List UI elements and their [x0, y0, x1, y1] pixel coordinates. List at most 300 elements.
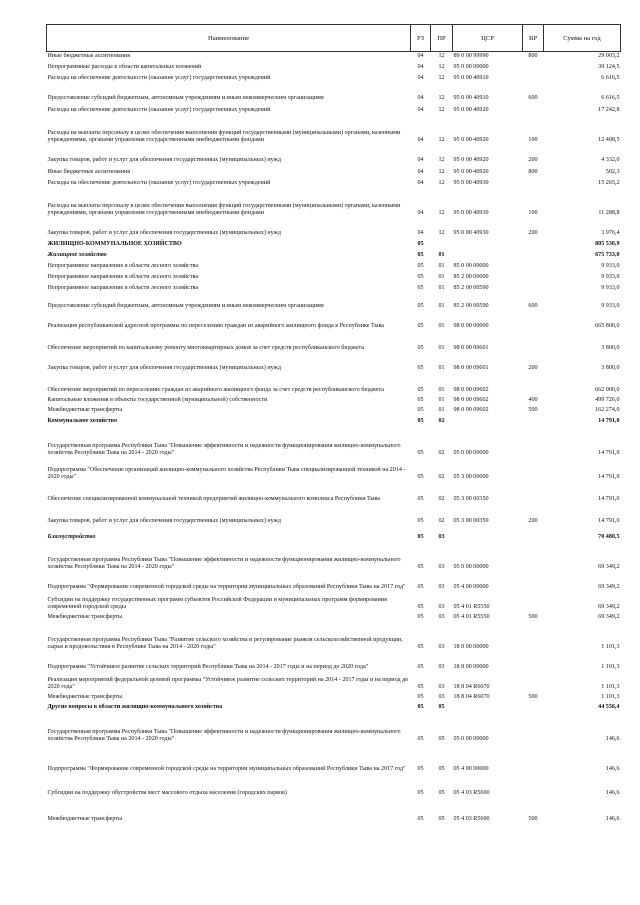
cell-vr — [523, 415, 544, 426]
cell-rz: 04 — [417, 137, 424, 144]
cell-rz: 05 — [417, 644, 424, 651]
cell-name: Закупка товаров, работ и услуг для обеспечения государственных (муниципальных) нужд — [47, 230, 281, 237]
cell-name: Предоставление субсидий бюджетным, автономным учреждениям и иным некоммерческим организациям — [47, 95, 324, 102]
cell-vr — [523, 282, 544, 293]
cell-pr: 01 — [438, 263, 445, 270]
cell-name: Закупка товаров, работ и услуг для обеспечения государственных (муниципальных) нужд — [47, 157, 281, 164]
cell-sum: 6 616,5 — [601, 75, 620, 82]
cell-pr: 01 — [438, 397, 445, 404]
cell-pr: 03 — [438, 644, 445, 651]
header-name: Наименование — [47, 25, 411, 52]
cell-pr: 01 — [438, 407, 445, 414]
cell-rz: 05 — [417, 263, 424, 270]
cell-pr: 12 — [438, 64, 445, 71]
cell-vr — [523, 177, 544, 188]
cell-csr — [453, 238, 523, 249]
cell-csr: 95 0 00 40930 — [453, 210, 489, 217]
table-row — [47, 526, 621, 542]
header-row — [47, 25, 621, 52]
cell-rz: 05 — [417, 564, 424, 571]
table-row — [47, 331, 621, 353]
cell-sum: 15 265,2 — [598, 180, 620, 187]
cell-vr — [523, 331, 544, 353]
table-row — [47, 83, 621, 103]
table-row — [47, 282, 621, 293]
cell-csr: 85 2 00 00000 — [453, 274, 489, 281]
cell-name: Другие вопросы в области жилищно-коммунального хозяйства — [47, 704, 223, 711]
cell-sum: 162 274,0 — [595, 407, 620, 414]
table-row — [47, 177, 621, 188]
cell-name: Государственная программа Республики Тыва "Повышение эффективности и надежности функционирования жилищно-коммунального хозяйства Республики Тыва на 2014 - 2020 годы" — [47, 728, 401, 743]
table-row — [47, 458, 621, 482]
cell-csr: 18 0 00 00000 — [453, 644, 489, 651]
cell-rz: 04 — [417, 95, 424, 102]
cell-csr: 05 3 00 00000 — [453, 474, 489, 481]
cell-pr: 01 — [438, 285, 445, 292]
cell-vr: 400 — [528, 397, 538, 404]
cell-sum: 70 480,5 — [598, 534, 620, 541]
table-row — [47, 692, 621, 702]
cell-pr: 01 — [438, 387, 445, 394]
table-row — [47, 774, 621, 798]
cell-name: Обеспечение мероприятий по капитальному ремонту многоквартирных домов за счет средств республиканского бюджета — [47, 345, 364, 352]
cell-csr: 95 0 00 40930 — [453, 230, 489, 237]
cell-sum: 14 791,0 — [598, 474, 620, 481]
table-row — [47, 702, 621, 712]
cell-pr: 05 — [438, 766, 445, 773]
cell-csr: 05 4 00 00000 — [453, 584, 489, 591]
cell-rz: 05 — [417, 766, 424, 773]
cell-vr — [523, 482, 544, 504]
cell-vr — [523, 72, 544, 83]
cell-rz: 05 — [417, 418, 424, 425]
cell-name: Закупка товаров, работ и услуг для обеспечения государственных (муниципальных) нужд — [47, 518, 281, 525]
cell-rz: 05 — [417, 816, 424, 823]
cell-csr: 18 8 04 R6070 — [453, 694, 490, 701]
cell-sum: 665 800,0 — [595, 323, 620, 330]
cell-csr: 95 0 00 40920 — [453, 107, 489, 114]
cell-sum: 499 726,0 — [595, 397, 620, 404]
cell-sum: 502,3 — [605, 169, 620, 176]
cell-pr: 03 — [438, 604, 445, 611]
cell-vr: 500 — [528, 816, 538, 823]
cell-csr: 98 0 00 09602 — [453, 407, 489, 414]
cell-csr: 89 0 00 99990 — [453, 53, 489, 60]
cell-sum: 12 408,5 — [598, 137, 620, 144]
table-row — [47, 652, 621, 672]
cell-rz: 04 — [417, 53, 424, 60]
cell-vr: 600 — [528, 303, 538, 310]
cell-name: Субсидии на поддержку обустройства мест массового отдыха населения (городских парков) — [47, 790, 287, 797]
cell-sum: 1 101,3 — [601, 684, 620, 691]
header-rz: РЗ — [411, 25, 431, 52]
cell-name: Непрограммное направление в области лесного хозяйства — [47, 263, 199, 270]
cell-sum: 9 933,0 — [601, 285, 620, 292]
cell-rz: 05 — [417, 274, 424, 281]
cell-csr — [453, 526, 523, 542]
table-row — [47, 311, 621, 331]
cell-rz: 05 — [417, 252, 424, 259]
cell-name: Предоставление субсидий бюджетным, автономным учреждениям и иным некоммерческим организациям — [47, 303, 324, 310]
cell-sum: 146,6 — [605, 766, 620, 773]
table-row — [47, 260, 621, 271]
cell-csr: 95 0 00 40910 — [453, 95, 489, 102]
cell-vr — [523, 622, 544, 652]
cell-name: Государственная программа Республики Тыва "Развитие сельского хозяйства и регулирование рынков сельскохозяйственной продукции, сырья и продовольствия в Республике Тыва на 2014 - 2020 годы" — [47, 636, 403, 651]
cell-csr: 05 0 00 00000 — [453, 450, 489, 457]
cell-csr: 95 0 00 40920 — [453, 157, 489, 164]
budget-page — [46, 24, 620, 824]
cell-rz: 05 — [417, 303, 424, 310]
cell-name: Межбюджетные трансферты — [47, 407, 123, 414]
cell-pr: 12 — [438, 169, 445, 176]
cell-csr: 05 0 00 00000 — [453, 564, 489, 571]
cell-vr — [523, 61, 544, 72]
cell-csr: 05 4 01 R5550 — [453, 614, 490, 621]
cell-rz: 04 — [417, 230, 424, 237]
cell-csr — [453, 415, 523, 426]
cell-vr — [523, 249, 544, 260]
cell-rz: 04 — [417, 169, 424, 176]
header-csr: ЦСР — [453, 25, 523, 52]
cell-sum: 69 349,2 — [598, 584, 620, 591]
cell-csr: 95 0 00 40910 — [453, 75, 489, 82]
cell-vr: 600 — [528, 95, 538, 102]
cell-name: Реализация мероприятий федеральной целевой программы "Устойчивое развитие сельских территорий на 2014 - 2017 годы и на период до 2020 года" — [47, 676, 409, 691]
cell-pr: 01 — [438, 365, 445, 372]
cell-rz: 05 — [417, 407, 424, 414]
cell-rz: 05 — [417, 664, 424, 671]
cell-sum: 14 791,0 — [598, 450, 620, 457]
cell-rz: 04 — [417, 210, 424, 217]
cell-name: Непрограммное направление в области лесного хозяйства — [47, 274, 199, 281]
cell-pr: 05 — [438, 790, 445, 797]
cell-name: Жилищное хозяйство — [47, 252, 107, 259]
cell-vr — [523, 260, 544, 271]
cell-csr: 05 4 00 00000 — [453, 766, 489, 773]
cell-csr: 95 0 00 40930 — [453, 180, 489, 187]
cell-rz: 05 — [417, 518, 424, 525]
cell-pr: 12 — [438, 53, 445, 60]
cell-pr: 03 — [438, 664, 445, 671]
cell-name: Подпрограмма "Формирование современной городской среды на территории муниципальных образований Республики Тыва на 2017 год" — [47, 584, 406, 591]
table-row — [47, 798, 621, 824]
cell-rz: 05 — [417, 496, 424, 503]
cell-vr — [523, 572, 544, 592]
cell-rz: 05 — [417, 345, 424, 352]
cell-rz: 05 — [417, 790, 424, 797]
cell-sum: 69 349,2 — [598, 604, 620, 611]
cell-vr: 100 — [528, 210, 538, 217]
table-header — [47, 25, 621, 52]
cell-rz: 05 — [417, 614, 424, 621]
cell-rz: 04 — [417, 180, 424, 187]
table-row — [47, 744, 621, 774]
table-row — [47, 72, 621, 83]
header-pr: ПР — [431, 25, 453, 52]
cell-pr — [431, 238, 453, 249]
cell-pr: 05 — [438, 704, 445, 711]
cell-sum: 14 791,0 — [598, 496, 620, 503]
cell-csr: 98 0 00 09602 — [453, 397, 489, 404]
table-row — [47, 542, 621, 572]
cell-pr: 03 — [438, 534, 445, 541]
table-row — [47, 145, 621, 165]
table-row — [47, 572, 621, 592]
cell-name: Расходы на обеспечение деятельности (оказание услуг) государственных учреждений — [47, 180, 271, 187]
cell-csr: 98 0 00 09601 — [453, 345, 489, 352]
cell-rz: 05 — [417, 450, 424, 457]
cell-csr: 98 0 00 09602 — [453, 387, 489, 394]
cell-pr: 02 — [438, 418, 445, 425]
cell-csr: 85 2 00 00590 — [453, 285, 489, 292]
cell-csr — [453, 702, 523, 712]
cell-vr: 100 — [528, 137, 538, 144]
cell-rz: 05 — [417, 241, 424, 248]
cell-sum: 69 349,2 — [598, 614, 620, 621]
cell-name: Расходы на обеспечение деятельности (оказание услуг) государственных учреждений — [47, 107, 271, 114]
cell-pr: 12 — [438, 107, 445, 114]
cell-vr — [523, 311, 544, 331]
cell-sum: 805 530,9 — [595, 241, 620, 248]
cell-pr: 12 — [438, 210, 445, 217]
cell-pr: 01 — [438, 323, 445, 330]
cell-sum: 1 101,3 — [601, 694, 620, 701]
cell-pr: 03 — [438, 584, 445, 591]
cell-pr: 01 — [438, 345, 445, 352]
cell-name: Обеспечение мероприятий по переселению граждан из аварийного жилищного фонда за счет средств республиканского бюджета — [47, 387, 384, 394]
cell-pr: 03 — [438, 614, 445, 621]
cell-sum: 146,6 — [605, 816, 620, 823]
cell-sum: 39 124,5 — [598, 64, 620, 71]
cell-name: Межбюджетные трансферты — [47, 816, 123, 823]
cell-pr: 02 — [438, 496, 445, 503]
table-row — [47, 293, 621, 311]
cell-vr: 200 — [528, 230, 538, 237]
table-row — [47, 612, 621, 622]
cell-sum: 17 242,8 — [598, 107, 620, 114]
cell-pr: 03 — [438, 564, 445, 571]
cell-vr — [523, 672, 544, 692]
cell-vr: 200 — [528, 157, 538, 164]
cell-vr — [523, 373, 544, 395]
cell-rz: 04 — [417, 64, 424, 71]
cell-vr — [523, 426, 544, 458]
table-row — [47, 218, 621, 238]
cell-csr: 85 2 00 00590 — [453, 303, 489, 310]
cell-name: Благоустройство — [47, 534, 96, 541]
cell-csr: 98 0 00 00000 — [453, 323, 489, 330]
table-row — [47, 712, 621, 744]
cell-rz: 05 — [417, 704, 424, 711]
cell-csr: 05 4 03 R5600 — [453, 816, 490, 823]
table-row — [47, 395, 621, 405]
cell-csr: 95 0 00 40920 — [453, 137, 489, 144]
cell-vr — [523, 712, 544, 744]
cell-sum: 3 800,0 — [601, 345, 620, 352]
table-row — [47, 188, 621, 218]
cell-pr: 12 — [438, 137, 445, 144]
cell-sum: 6 616,5 — [601, 95, 620, 102]
cell-name: Расходы на выплаты персоналу в целях обеспечения выполнения функций государственными (муниципальными) органами, казенными учреждениями, органами управления государственными внебюджетными фондами — [47, 202, 401, 217]
cell-csr: 18 8 04 R6070 — [453, 684, 490, 691]
cell-csr: 05 0 00 00000 — [453, 736, 489, 743]
cell-vr — [523, 526, 544, 542]
cell-vr — [523, 103, 544, 115]
cell-pr: 12 — [438, 95, 445, 102]
cell-sum: 1 101,3 — [601, 644, 620, 651]
cell-pr: 12 — [438, 157, 445, 164]
table-row — [47, 592, 621, 612]
table-row — [47, 622, 621, 652]
cell-vr: 500 — [528, 614, 538, 621]
cell-rz: 05 — [417, 534, 424, 541]
cell-rz: 05 — [417, 736, 424, 743]
cell-sum: 14 791,0 — [598, 418, 620, 425]
cell-vr — [523, 271, 544, 282]
cell-name: Подпрограмма "Устойчивое развитие сельских территорий Республики Тыва на 2014 - 2017 годы и на период до 2020 года" — [47, 664, 369, 671]
table-row — [47, 504, 621, 526]
cell-pr: 12 — [438, 75, 445, 82]
cell-sum: 14 791,0 — [598, 518, 620, 525]
header-sum: Сумма на год — [544, 25, 621, 52]
cell-name: Расходы на обеспечение деятельности (оказание услуг) государственных учреждений — [47, 75, 271, 82]
cell-sum: 11 288,8 — [598, 210, 620, 217]
cell-sum: 675 733,0 — [595, 252, 620, 259]
cell-pr: 01 — [438, 274, 445, 281]
table-row — [47, 52, 621, 61]
cell-name: Подпрограмма "Обеспечение организаций жилищно-коммунального хозяйства Республики Тыва специализированной техникой на 2014 - 2020 годы" — [47, 466, 406, 481]
cell-sum: 146,6 — [605, 790, 620, 797]
cell-name: Коммунальное хозяйство — [47, 418, 118, 425]
cell-csr: 05 4 03 R5600 — [453, 790, 490, 797]
cell-sum: 9 933,0 — [601, 303, 620, 310]
cell-name: Иные бюджетные ассигнования — [47, 169, 131, 176]
cell-pr: 01 — [438, 252, 445, 259]
table-row — [47, 405, 621, 415]
cell-csr: 95 0 00 00000 — [453, 64, 489, 71]
cell-name: ЖИЛИЩНО-КОММУНАЛЬНОЕ ХОЗЯЙСТВО — [47, 241, 182, 248]
cell-pr: 05 — [438, 736, 445, 743]
cell-rz: 05 — [417, 474, 424, 481]
cell-rz: 05 — [417, 694, 424, 701]
cell-csr: 05 3 00 00350 — [453, 496, 489, 503]
cell-vr — [523, 592, 544, 612]
cell-vr — [523, 238, 544, 249]
cell-pr: 12 — [438, 230, 445, 237]
cell-rz: 05 — [417, 323, 424, 330]
table-row — [47, 426, 621, 458]
cell-csr: 85 0 00 00000 — [453, 263, 489, 270]
cell-rz: 05 — [417, 397, 424, 404]
cell-pr: 02 — [438, 474, 445, 481]
table-row — [47, 238, 621, 249]
table-row — [47, 415, 621, 426]
cell-sum: 69 349,2 — [598, 564, 620, 571]
cell-name: Подпрограмма "Формирование современной городской среды на территории муниципальных образований Республики Тыва на 2017 год" — [47, 766, 406, 773]
cell-name: Обеспечение специализированной коммунальной техникой предприятий жилищно-коммунального комплекса Республики Тыва — [47, 496, 380, 503]
table-row — [47, 115, 621, 145]
cell-vr: 200 — [528, 518, 538, 525]
cell-name: Субсидии на поддержку государственных программ субъектов Российской Федерации и муниципальных программ формирования современной городской среды — [47, 596, 387, 611]
cell-csr: 95 0 00 40920 — [453, 169, 489, 176]
table-body — [47, 52, 621, 824]
cell-name: Закупка товаров, работ и услуг для обеспечения государственных (муниципальных) нужд — [47, 365, 281, 372]
cell-pr: 02 — [438, 450, 445, 457]
table-row — [47, 165, 621, 177]
cell-vr — [523, 458, 544, 482]
cell-sum: 146,6 — [605, 736, 620, 743]
cell-sum: 4 332,0 — [601, 157, 620, 164]
cell-rz: 04 — [417, 157, 424, 164]
cell-vr: 200 — [528, 365, 538, 372]
table-row — [47, 353, 621, 373]
cell-vr: 500 — [528, 694, 538, 701]
cell-name: Иные бюджетные ассигнования — [47, 53, 131, 60]
cell-name: Капитальные вложения в объекты государственной (муниципальной) собственности — [47, 397, 268, 404]
cell-name: Расходы на выплаты персоналу в целях обеспечения выполнения функций государственными (муниципальными) органами, казенными учреждениями, органами управления государственными внебюджетными фондами — [47, 129, 401, 144]
cell-pr: 05 — [438, 816, 445, 823]
table-row — [47, 482, 621, 504]
table-row — [47, 672, 621, 692]
cell-vr: 800 — [528, 53, 538, 60]
cell-csr — [453, 249, 523, 260]
cell-pr: 02 — [438, 518, 445, 525]
cell-name: Межбюджетные трансферты — [47, 614, 123, 621]
cell-rz: 05 — [417, 684, 424, 691]
cell-sum: 662 000,0 — [595, 387, 620, 394]
table-row — [47, 373, 621, 395]
cell-vr — [523, 702, 544, 712]
cell-sum: 3 800,0 — [601, 365, 620, 372]
cell-vr — [523, 744, 544, 774]
cell-sum: 9 933,0 — [601, 274, 620, 281]
cell-rz: 05 — [417, 365, 424, 372]
cell-rz: 05 — [417, 387, 424, 394]
cell-name: Межбюджетные трансферты — [47, 694, 123, 701]
cell-name: Непрограммное направление в области лесного хозяйства — [47, 285, 199, 292]
table-row — [47, 103, 621, 115]
cell-rz: 05 — [417, 604, 424, 611]
cell-pr: 12 — [438, 180, 445, 187]
cell-vr — [523, 652, 544, 672]
table-row — [47, 61, 621, 72]
cell-name: Государственная программа Республики Тыва "Повышение эффективности и надежности функционирования жилищно-коммунального хозяйства Республики Тыва на 2014 - 2020 годы" — [47, 556, 401, 571]
cell-pr: 01 — [438, 303, 445, 310]
cell-sum: 9 933,0 — [601, 263, 620, 270]
cell-rz: 04 — [417, 107, 424, 114]
budget-table — [46, 24, 621, 824]
header-vr: ВР — [523, 25, 544, 52]
cell-csr: 05 3 00 00350 — [453, 518, 489, 525]
cell-vr: 500 — [528, 407, 538, 414]
cell-name: Государственная программа Республики Тыва "Повышение эффективности и надежности функционирования жилищно-коммунального хозяйства Республики Тыва на 2014 - 2020 годы" — [47, 442, 401, 457]
cell-csr: 98 0 00 09601 — [453, 365, 489, 372]
cell-csr: 18 8 00 00000 — [453, 664, 489, 671]
cell-vr: 800 — [528, 169, 538, 176]
cell-pr: 03 — [438, 694, 445, 701]
cell-sum: 29 003,2 — [598, 53, 620, 60]
cell-csr: 05 4 01 R5550 — [453, 604, 490, 611]
cell-vr — [523, 774, 544, 798]
cell-rz: 04 — [417, 75, 424, 82]
table-row — [47, 271, 621, 282]
cell-sum: 1 101,3 — [601, 664, 620, 671]
cell-sum: 3 976,4 — [601, 230, 620, 237]
table-row — [47, 249, 621, 260]
cell-name: Реализация республиканской адресной программы по переселению граждан из аварийного жилищного фонда в Республике Тыва — [47, 323, 385, 330]
cell-name: Непрограммные расходы в области капитальных вложений — [47, 64, 202, 71]
